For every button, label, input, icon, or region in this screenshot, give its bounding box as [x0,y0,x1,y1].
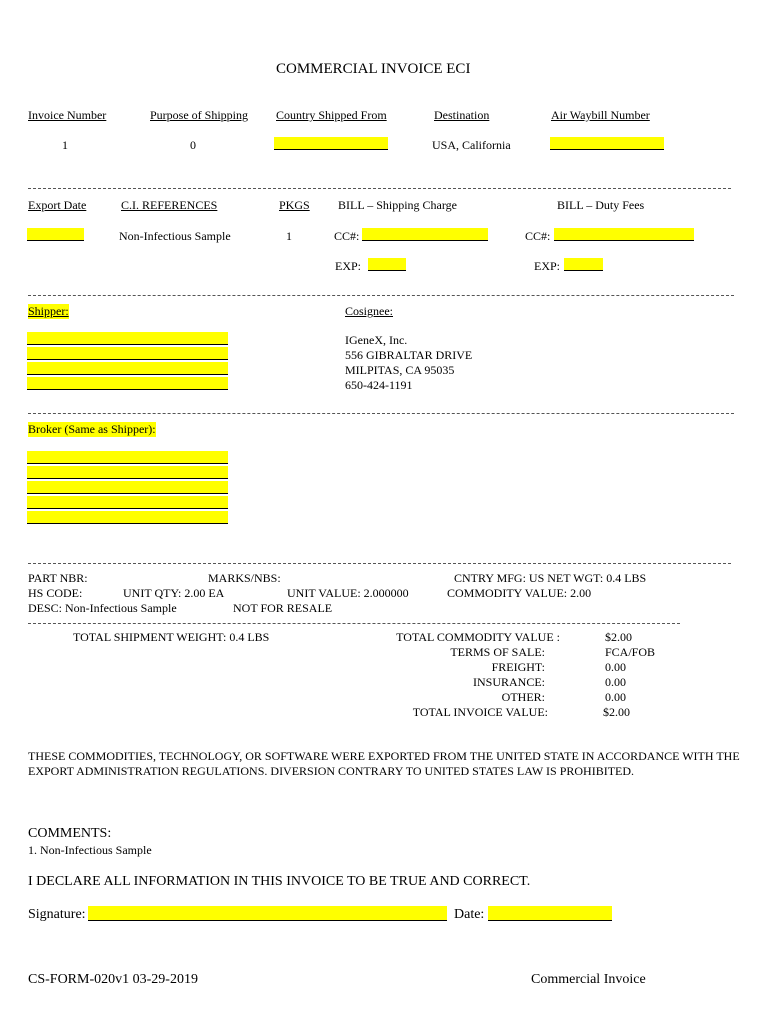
country-shipped-from-field[interactable] [274,137,388,150]
cc-shipping-label: CC#: [334,229,360,243]
consignee-line: IGeneX, Inc. [345,333,408,347]
shipper-line-1[interactable] [27,332,228,345]
cc-shipping-field[interactable] [362,228,488,241]
date-label: Date: [454,907,485,922]
description: DESC: Non-Infectious Sample [28,601,177,615]
date-field[interactable] [488,906,612,921]
pkgs-value: 1 [286,229,292,243]
page-title: COMMERCIAL INVOICE ECI [276,61,471,77]
document-name: Commercial Invoice [531,972,646,987]
invoice-number-value: 1 [62,138,68,152]
consignee-line: 650-424-1191 [345,378,413,392]
other-label: OTHER: [501,690,545,704]
total-commodity-value: $2.00 [605,630,632,644]
broker-line-1[interactable] [27,451,228,464]
broker-line-5[interactable] [27,511,228,524]
not-for-resale: NOT FOR RESALE [233,601,333,615]
divider [28,188,731,189]
bill-duty-label: BILL – Duty Fees [557,198,645,212]
other-value: 0.00 [605,690,626,704]
marks-label: MARKS/NBS: [208,571,281,585]
broker-line-3[interactable] [27,481,228,494]
total-invoice-value-label: TOTAL INVOICE VALUE: [412,705,548,719]
ci-references-label: C.I. REFERENCES [121,198,218,212]
exp-duty-label: EXP: [534,259,561,273]
signature-label: Signature: [28,907,86,922]
comment-item: 1. Non-Infectious Sample [28,843,152,857]
purpose-label: Purpose of Shipping [150,108,249,122]
freight-label: FREIGHT: [491,660,545,674]
destination-label: Destination [434,108,490,122]
divider [28,413,734,414]
consignee-line: MILPITAS, CA 95035 [345,363,455,377]
consignee-line: 556 GIBRALTAR DRIVE [345,348,473,362]
divider [28,563,731,564]
broker-line-2[interactable] [27,466,228,479]
insurance-value: 0.00 [605,675,626,689]
insurance-label: INSURANCE: [472,675,545,689]
air-waybill-label: Air Waybill Number [551,108,650,122]
ci-references-value: Non-Infectious Sample [119,229,231,243]
total-shipment-weight: TOTAL SHIPMENT WEIGHT: 0.4 LBS [73,630,270,644]
purpose-value: 0 [190,138,196,152]
part-nbr-label: PART NBR: [28,571,88,585]
divider [28,623,680,624]
pkgs-label: PKGS [279,198,310,212]
total-invoice-value: $2.00 [603,705,630,719]
bill-shipping-label: BILL – Shipping Charge [338,198,457,212]
broker-label: Broker (Same as Shipper): [28,422,156,436]
hs-code-label: HS CODE: [28,586,83,600]
air-waybill-field[interactable] [550,137,664,150]
export-date-label: Export Date [28,198,87,212]
consignee-label: Cosignee: [345,304,393,318]
exp-shipping-label: EXP: [335,259,362,273]
terms-of-sale-value: FCA/FOB [605,645,656,659]
freight-value: 0.00 [605,660,626,674]
shipper-line-4[interactable] [27,377,228,390]
cc-duty-label: CC#: [525,229,551,243]
shipper-line-2[interactable] [27,347,228,360]
invoice-number-label: Invoice Number [28,108,107,122]
unit-value: UNIT VALUE: 2.000000 [287,586,409,600]
cntry-mfg-net-wgt: CNTRY MFG: US NET WGT: 0.4 LBS [454,571,647,585]
declaration: I DECLARE ALL INFORMATION IN THIS INVOICE TO BE TRUE AND CORRECT. [28,874,531,889]
exp-duty-field[interactable] [564,258,603,271]
comments-label: COMMENTS: [28,826,112,841]
country-shipped-from-label: Country Shipped From [276,108,387,122]
divider [28,295,734,296]
terms-of-sale-label: TERMS OF SALE: [450,645,545,659]
broker-line-4[interactable] [27,496,228,509]
export-statement: THESE COMMODITIES, TECHNOLOGY, OR SOFTWARE WERE EXPORTED FROM THE UNITED STATE IN ACCORDANCE WITH THE EXPORT ADMINISTRATION REGULATIONS. DIVERSION CONTRARY TO UNITED STATES LAW IS PROHIBITED. [28,749,740,778]
destination-value: USA, California [432,138,511,152]
unit-qty: UNIT QTY: 2.00 EA [123,586,225,600]
cc-duty-field[interactable] [554,228,694,241]
shipper-line-3[interactable] [27,362,228,375]
export-date-field[interactable] [27,228,84,241]
signature-field[interactable] [88,906,447,921]
total-commodity-value-label: TOTAL COMMODITY VALUE : [396,630,560,644]
commodity-value: COMMODITY VALUE: 2.00 [447,586,592,600]
shipper-label: Shipper: [28,304,69,318]
form-id: CS-FORM-020v1 03-29-2019 [28,972,198,987]
exp-shipping-field[interactable] [368,258,406,271]
